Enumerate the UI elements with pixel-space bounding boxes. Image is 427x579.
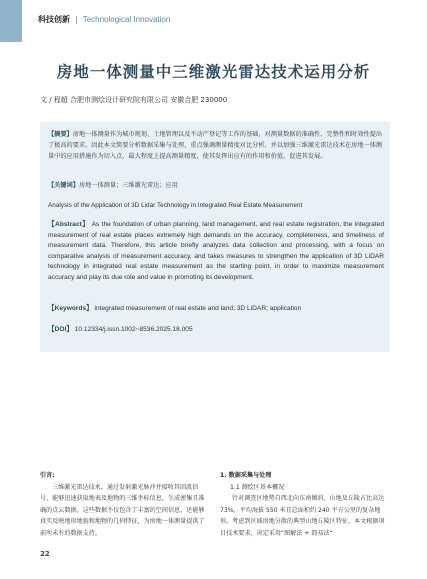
section-1-heading: 1. 数据采集与处理 xyxy=(220,472,272,479)
keywords-en-text: integrated measurement of real estate and land; 3D LiDAR; application xyxy=(94,305,302,312)
abstract-cn-text: 房地一体测量作为城市规划、土地管理以及不动产登记等工作的基础，对测量数据的准确性、完整性和时效性提出了极高的要求。因此本文简要分析数据采集与处理，重点强调测量精度对比分析，并以加强三维激光雷达技术在房地一体测量中的应用措施作为切入点，最大程度上提高测量精度，使其发挥出应有的作用和价值，促进其发展。 xyxy=(48,131,383,160)
body-column-left xyxy=(40,470,210,540)
keywords-cn xyxy=(48,180,384,191)
intro-heading: 引言: xyxy=(40,472,55,479)
corner-color-block xyxy=(0,0,22,42)
section-1-1-paragraph: 针对调查区地势自西北向东南倾斜，山地及丘陵占比高达 73%，平均海拔 550 米且总面积约 240 平方公里的复杂地形。考虑到区域房地分散的典型山地丘陵区特征，本文根据项目技术要求，决定采用“图解法 + 简易法” xyxy=(220,495,385,537)
header-separator: | xyxy=(75,15,78,24)
abstract-cn-label: 【摘要】 xyxy=(48,131,73,138)
column-name-en: Technological Innovation xyxy=(82,15,171,24)
column-name-cn: 科技创新 xyxy=(38,15,70,24)
keywords-en xyxy=(48,303,384,314)
abstract-en-label: 【Abstract】 xyxy=(48,221,90,228)
abstract-en xyxy=(48,220,384,284)
keywords-en-label: 【Keywords】 xyxy=(48,305,93,312)
author-line: 文 / 程超 合肥市测绘设计研究院有限公司 安徽合肥 230000 xyxy=(40,96,228,104)
section-1-1-heading: 1.1 测绘区基本概况 xyxy=(230,483,285,491)
body-column-right xyxy=(220,470,390,540)
english-title: Analysis of the Application of 3D Lidar Technology in Integrated Real Estate Measurement xyxy=(48,202,303,209)
doi-label: 【DOI】 xyxy=(48,326,73,333)
keywords-cn-text: 房地一体测量；三维激光雷达；应用 xyxy=(78,182,178,189)
paper-title: 房地一体测量中三维激光雷达技术运用分析 xyxy=(56,63,371,81)
doi-line xyxy=(48,324,384,335)
running-header xyxy=(38,14,170,25)
keywords-cn-label: 【关键词】 xyxy=(48,182,79,189)
doi-text: 10.12334/j.issn.1002~8536.2025.18.005 xyxy=(74,326,193,333)
intro-paragraph: 三维激光雷达技术，通过发射激光脉冲并接收其回波信号，能够迅速获取地表及地物的三维坐标信息，生成密集且准确的点云数据。这些数据不仅包含了丰富的空间信息，还能够真实反映地形地貌和地物的几何特征，为房地一体测量提供了前所未有的数据支持。 xyxy=(40,483,205,537)
abstract-en-text: As the foundation of urban planning, land management, and real estate registration, the integrated measurement of real estate places extremely high demands on the accuracy, completeness, and timeliness of measurement data. Therefore, this article briefly analyzes data collection and processing, with a focus on comparative analysis of measurement accuracy, and takes measures to strengthen the application of 3D LiDAR technology in integrated real estate measurement as the starting point, in order to maximize measurement accuracy and play its due role and value in promoting its development. xyxy=(48,221,385,281)
page-number: 22 xyxy=(40,550,50,558)
abstract-cn xyxy=(48,129,384,162)
